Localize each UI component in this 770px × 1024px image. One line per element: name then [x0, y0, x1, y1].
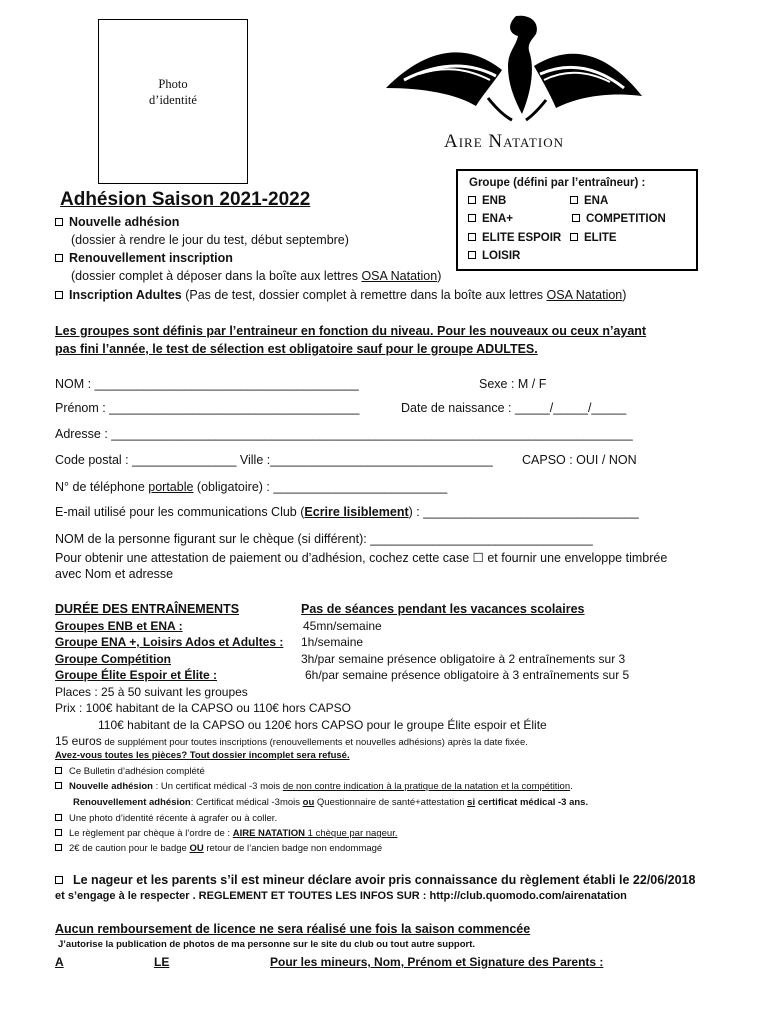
- group-ena-plus[interactable]: ENA+: [468, 213, 513, 225]
- checkbox[interactable]: [55, 844, 62, 851]
- field-telephone[interactable]: N° de téléphone portable (obligatoire) : _________________________: [55, 480, 448, 494]
- photo-consent: J’autorise la publication de photos de ma personne sur le site du club ou tout autre support.: [58, 939, 475, 950]
- rules-line-1[interactable]: Le nageur et les parents s’il est mineur déclare avoir pris connaissance du règlement établi le 22/06/2018: [55, 873, 696, 887]
- checkbox[interactable]: [570, 233, 578, 241]
- option-new[interactable]: Nouvelle adhésion: [55, 215, 179, 229]
- group-box: [456, 169, 698, 271]
- attestation-line-1[interactable]: Pour obtenir une attestation de paiement ou d’adhésion, cochez cette case ☐ et fournir une enveloppe timbrée: [55, 551, 668, 565]
- group-elite[interactable]: ELITE: [570, 232, 617, 244]
- field-nom[interactable]: NOM : ______________________________________: [55, 377, 359, 391]
- checkbox[interactable]: [468, 233, 476, 241]
- training-duration: 45mn/semaine: [303, 619, 382, 633]
- field-nom-cheque[interactable]: NOM de la personne figurant sur le chèque (si différent): ________________________________: [55, 532, 593, 546]
- group-elite-espoir[interactable]: ELITE ESPOIR: [468, 232, 561, 244]
- checkbox[interactable]: [468, 196, 476, 204]
- training-duration: 6h/par semaine présence obligatoire à 3 entraînements sur 5: [305, 668, 630, 682]
- checkbox[interactable]: [55, 254, 63, 262]
- page-title: Adhésion Saison 2021-2022: [60, 189, 311, 210]
- places: Places : 25 à 50 suivant les groupes: [55, 685, 248, 699]
- checkbox[interactable]: [55, 767, 62, 774]
- checkbox[interactable]: [570, 196, 578, 204]
- field-capso[interactable]: CAPSO : OUI / NON: [522, 453, 637, 467]
- group-loisir[interactable]: LOISIR: [468, 250, 520, 262]
- checkbox[interactable]: [572, 214, 580, 222]
- group-enb[interactable]: ENB: [468, 195, 506, 207]
- option-renew-note: (dossier complet à déposer dans la boîte aux lettres OSA Natation): [71, 269, 442, 283]
- checkbox[interactable]: [55, 291, 63, 299]
- checklist-title: Avez-vous toutes les pièces? Tout dossier incomplet sera refusé.: [55, 750, 350, 761]
- checkbox[interactable]: [468, 251, 476, 259]
- price-line-2: 110€ habitant de la CAPSO ou 120€ hors CAPSO pour le groupe Élite espoir et Élite: [98, 718, 547, 732]
- checklist-item-renewal: Renouvellement adhésion: Certificat médical -3mois ou Questionnaire de santé+attestation si certificat médical -3 ans.: [73, 797, 589, 808]
- logo-text: Aire Natation: [444, 131, 564, 152]
- refund-notice: Aucun remboursement de licence ne sera réalisé une fois la saison commencée: [55, 922, 531, 936]
- checklist-item[interactable]: Une photo d’identité récente à agrafer ou à coller.: [55, 813, 277, 824]
- field-prenom[interactable]: Prénom : ____________________________________: [55, 401, 360, 415]
- field-adresse[interactable]: Adresse : ___________________________________________________________________________: [55, 427, 633, 441]
- group-competition[interactable]: COMPETITION: [572, 213, 666, 225]
- training-group: Groupe Compétition: [55, 652, 171, 666]
- checkbox[interactable]: [55, 782, 62, 789]
- option-renew[interactable]: Renouvellement inscription: [55, 251, 233, 265]
- eagle-icon: [384, 10, 644, 130]
- training-duration: 1h/semaine: [301, 635, 364, 649]
- field-sexe[interactable]: Sexe : M / F: [479, 377, 547, 391]
- field-email[interactable]: E-mail utilisé pour les communications Club (Ecrire lisiblement) : _______________________________: [55, 505, 639, 519]
- late-fee: 15 euros de supplément pour toutes inscriptions (renouvellements et nouvelles adhésions) après la date fixée.: [55, 734, 528, 748]
- option-new-note: (dossier à rendre le jour du test, début septembre): [71, 233, 349, 247]
- group-title: Groupe (défini par l’entraîneur) :: [469, 177, 646, 189]
- logo: [384, 10, 644, 160]
- photo-box: [98, 19, 248, 184]
- training-duration: 3h/par semaine présence obligatoire à 2 entraînements sur 3: [301, 652, 626, 666]
- checkbox[interactable]: [468, 214, 476, 222]
- training-group: Groupe ENA +, Loisirs Ados et Adultes :: [55, 635, 284, 649]
- checklist-item[interactable]: Le règlement par chèque à l’ordre de : AIRE NATATION 1 chèque par nageur.: [55, 828, 397, 839]
- checkbox[interactable]: [55, 829, 62, 836]
- checklist-item[interactable]: Nouvelle adhésion : Un certificat médical -3 mois de non contre indication à la pratique de la natation et la compétition.: [55, 781, 573, 792]
- attestation-line-2: avec Nom et adresse: [55, 567, 174, 581]
- parent-signature: Pour les mineurs, Nom, Prénom et Signature des Parents :: [270, 955, 604, 969]
- price-line-1: Prix : 100€ habitant de la CAPSO ou 110€ hors CAPSO: [55, 701, 351, 715]
- training-group: Groupes ENB et ENA :: [55, 619, 183, 633]
- signature-date: LE: [154, 955, 170, 969]
- checkbox[interactable]: [55, 876, 63, 884]
- field-date-naissance[interactable]: Date de naissance : _____/_____/_____: [401, 401, 627, 415]
- training-heading: DURÉE DES ENTRAÎNEMENTS: [55, 602, 240, 616]
- option-adult[interactable]: Inscription Adultes (Pas de test, dossier complet à remettre dans la boîte aux lettres OSA Natation): [55, 288, 626, 302]
- group-ena[interactable]: ENA: [570, 195, 608, 207]
- photo-label: Photo d’identité: [149, 77, 197, 107]
- checkbox[interactable]: [55, 814, 62, 821]
- notice-line-1: Les groupes sont définis par l’entraineur en fonction du niveau. Pour les nouveaux ou ceux n’ayant: [55, 324, 647, 338]
- signature-place: A: [55, 955, 64, 969]
- training-holidays: Pas de séances pendant les vacances scolaires: [301, 602, 585, 616]
- field-code-postal-ville[interactable]: Code postal : _______________ Ville :________________________________: [55, 453, 493, 467]
- notice-line-2: pas fini l’année, le test de sélection est obligatoire sauf pour le groupe ADULTES.: [55, 342, 538, 356]
- checkbox[interactable]: [55, 218, 63, 226]
- checklist-item[interactable]: Ce Bulletin d’adhésion complété: [55, 766, 205, 777]
- training-group: Groupe Élite Espoir et Élite :: [55, 668, 218, 682]
- checklist-item[interactable]: 2€ de caution pour le badge OU retour de l’ancien badge non endommagé: [55, 843, 382, 854]
- rules-line-2: et s’engage à le respecter . REGLEMENT ET TOUTES LES INFOS SUR : http://club.quomodo.com/airenatation: [55, 890, 627, 902]
